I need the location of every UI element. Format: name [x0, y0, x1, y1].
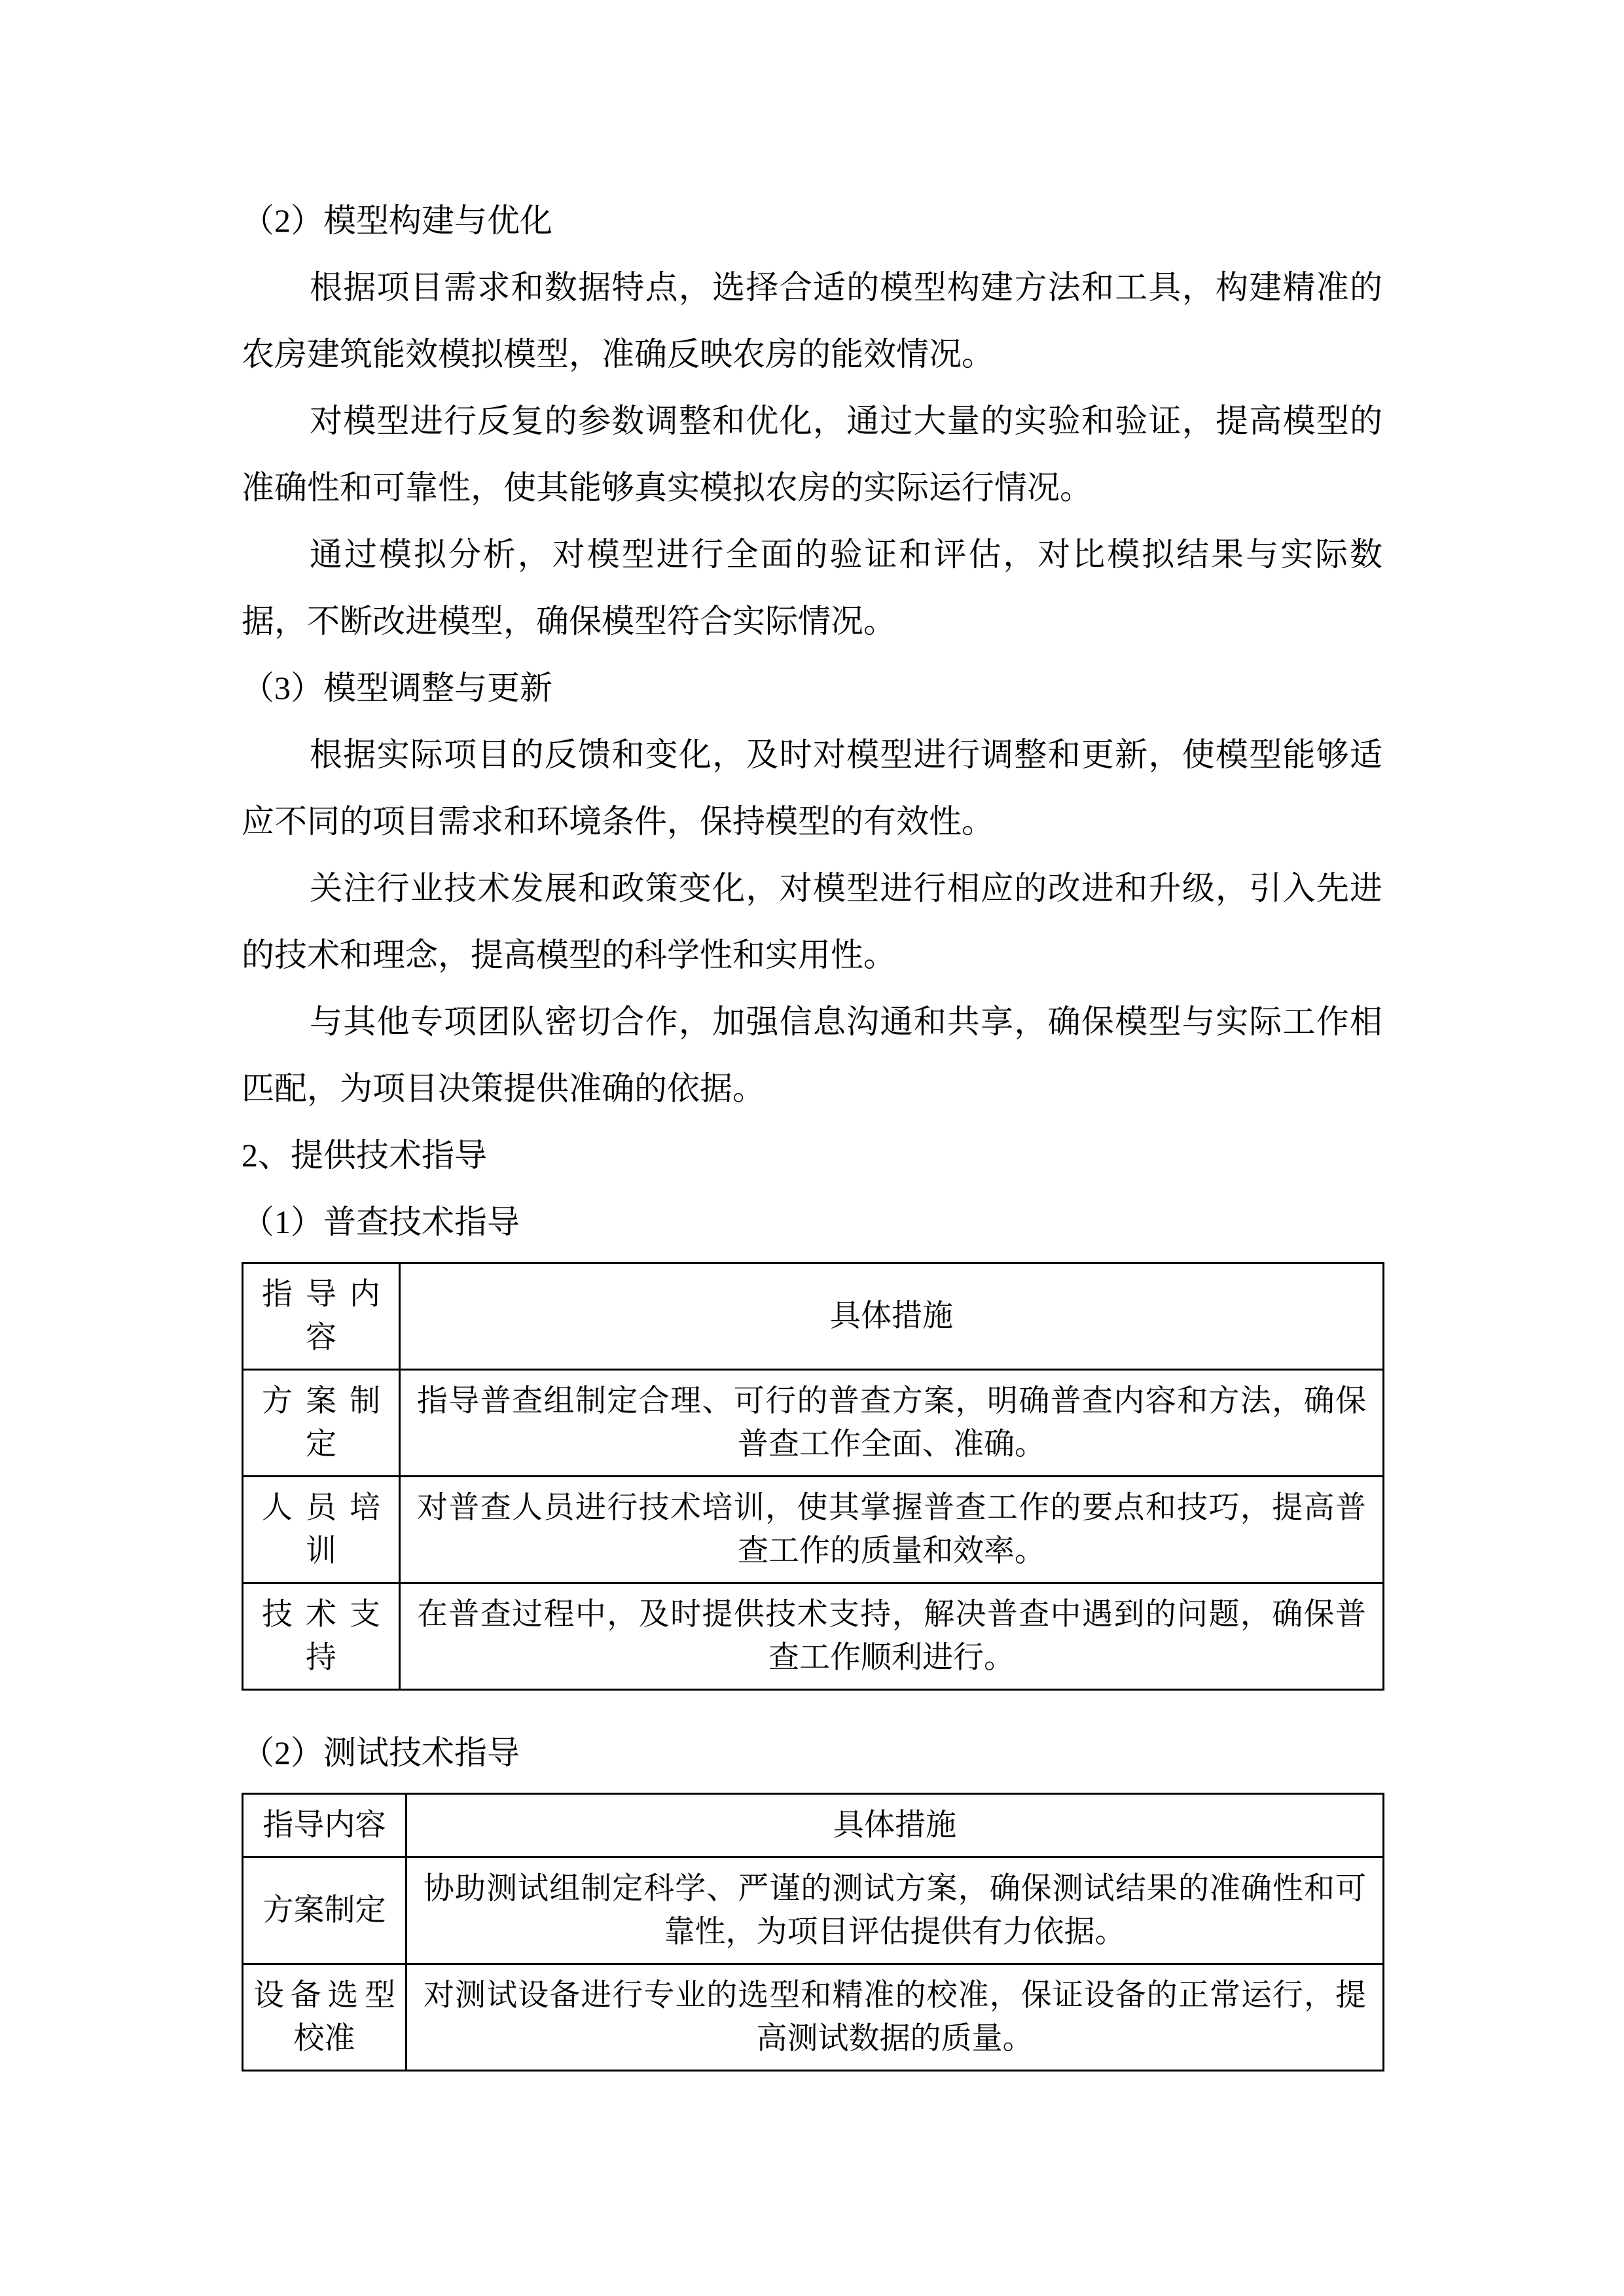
table-row [243, 1583, 1384, 1690]
heading-model-build: （2）模型构建与优化 [242, 202, 552, 239]
test-row-plan-item: 方案制定 [243, 1857, 406, 1964]
test-row-equipment-item: 设备选型校准 [243, 1964, 406, 2071]
paragraph-model-build-2: 对模型进行反复的参数调整和优化，通过大量的实验和验证，提高模型的准确性和可靠性，使其能够真实模拟农房的实际运行情况。 [242, 403, 1382, 506]
test-row-equipment-measure: 对测试设备进行专业的选型和精准的校准，保证设备的正常运行，提高测试数据的质量。 [406, 1964, 1384, 2071]
survey-row-support-measure: 在普查过程中，及时提供技术支持，解决普查中遇到的问题，确保普查工作顺利进行。 [400, 1583, 1384, 1690]
paragraph-model-adjust-1: 根据实际项目的反馈和变化，及时对模型进行调整和更新，使模型能够适应不同的项目需求和环境条件，保持模型的有效性。 [242, 736, 1382, 840]
heading-model-adjust: （3）模型调整与更新 [242, 670, 552, 706]
table-row [243, 1370, 1384, 1477]
survey-row-plan-item: 方案制定 [243, 1370, 400, 1477]
survey-row-support-item: 技术支持 [243, 1583, 400, 1690]
table-row [243, 1857, 1384, 1964]
survey-row-plan-measure: 指导普查组制定合理、可行的普查方案，明确普查内容和方法，确保普查工作全面、准确。 [400, 1370, 1384, 1477]
paragraph-model-build-3: 通过模拟分析，对模型进行全面的验证和评估，对比模拟结果与实际数据，不断改进模型，确保模型符合实际情况。 [242, 536, 1382, 639]
test-table-header-row [243, 1794, 1384, 1857]
paragraph-model-build-1: 根据项目需求和数据特点，选择合适的模型构建方法和工具，构建精准的农房建筑能效模拟模型，准确反映农房的能效情况。 [242, 269, 1382, 372]
survey-guidance-table [242, 1262, 1384, 1691]
table-row [243, 1964, 1384, 2071]
heading-test-guidance: （2）测试技术指导 [242, 1734, 520, 1771]
test-table-header-item: 指导内容 [243, 1794, 406, 1857]
survey-row-training-item: 人员培训 [243, 1477, 400, 1583]
heading-survey-guidance: （1）普查技术指导 [242, 1204, 520, 1240]
survey-table-header-item: 指导内容 [243, 1263, 400, 1370]
paragraph-model-adjust-2: 关注行业技术发展和政策变化，对模型进行相应的改进和升级，引入先进的技术和理念，提高模型的科学性和实用性。 [242, 870, 1382, 973]
survey-row-training-measure: 对普查人员进行技术培训，使其掌握普查工作的要点和技巧，提高普查工作的质量和效率。 [400, 1477, 1384, 1583]
test-table-header-measure: 具体措施 [406, 1794, 1384, 1857]
survey-table-header-measure: 具体措施 [400, 1263, 1384, 1370]
survey-table-header-row [243, 1263, 1384, 1370]
test-row-plan-measure: 协助测试组制定科学、严谨的测试方案，确保测试结果的准确性和可靠性，为项目评估提供有力依据。 [406, 1857, 1384, 1964]
test-guidance-table [242, 1793, 1384, 2072]
paragraph-model-adjust-3: 与其他专项团队密切合作，加强信息沟通和共享，确保模型与实际工作相匹配，为项目决策提供准确的依据。 [242, 1003, 1382, 1107]
table-row [243, 1477, 1384, 1583]
heading-technical-guidance: 2、提供技术指导 [242, 1137, 487, 1174]
